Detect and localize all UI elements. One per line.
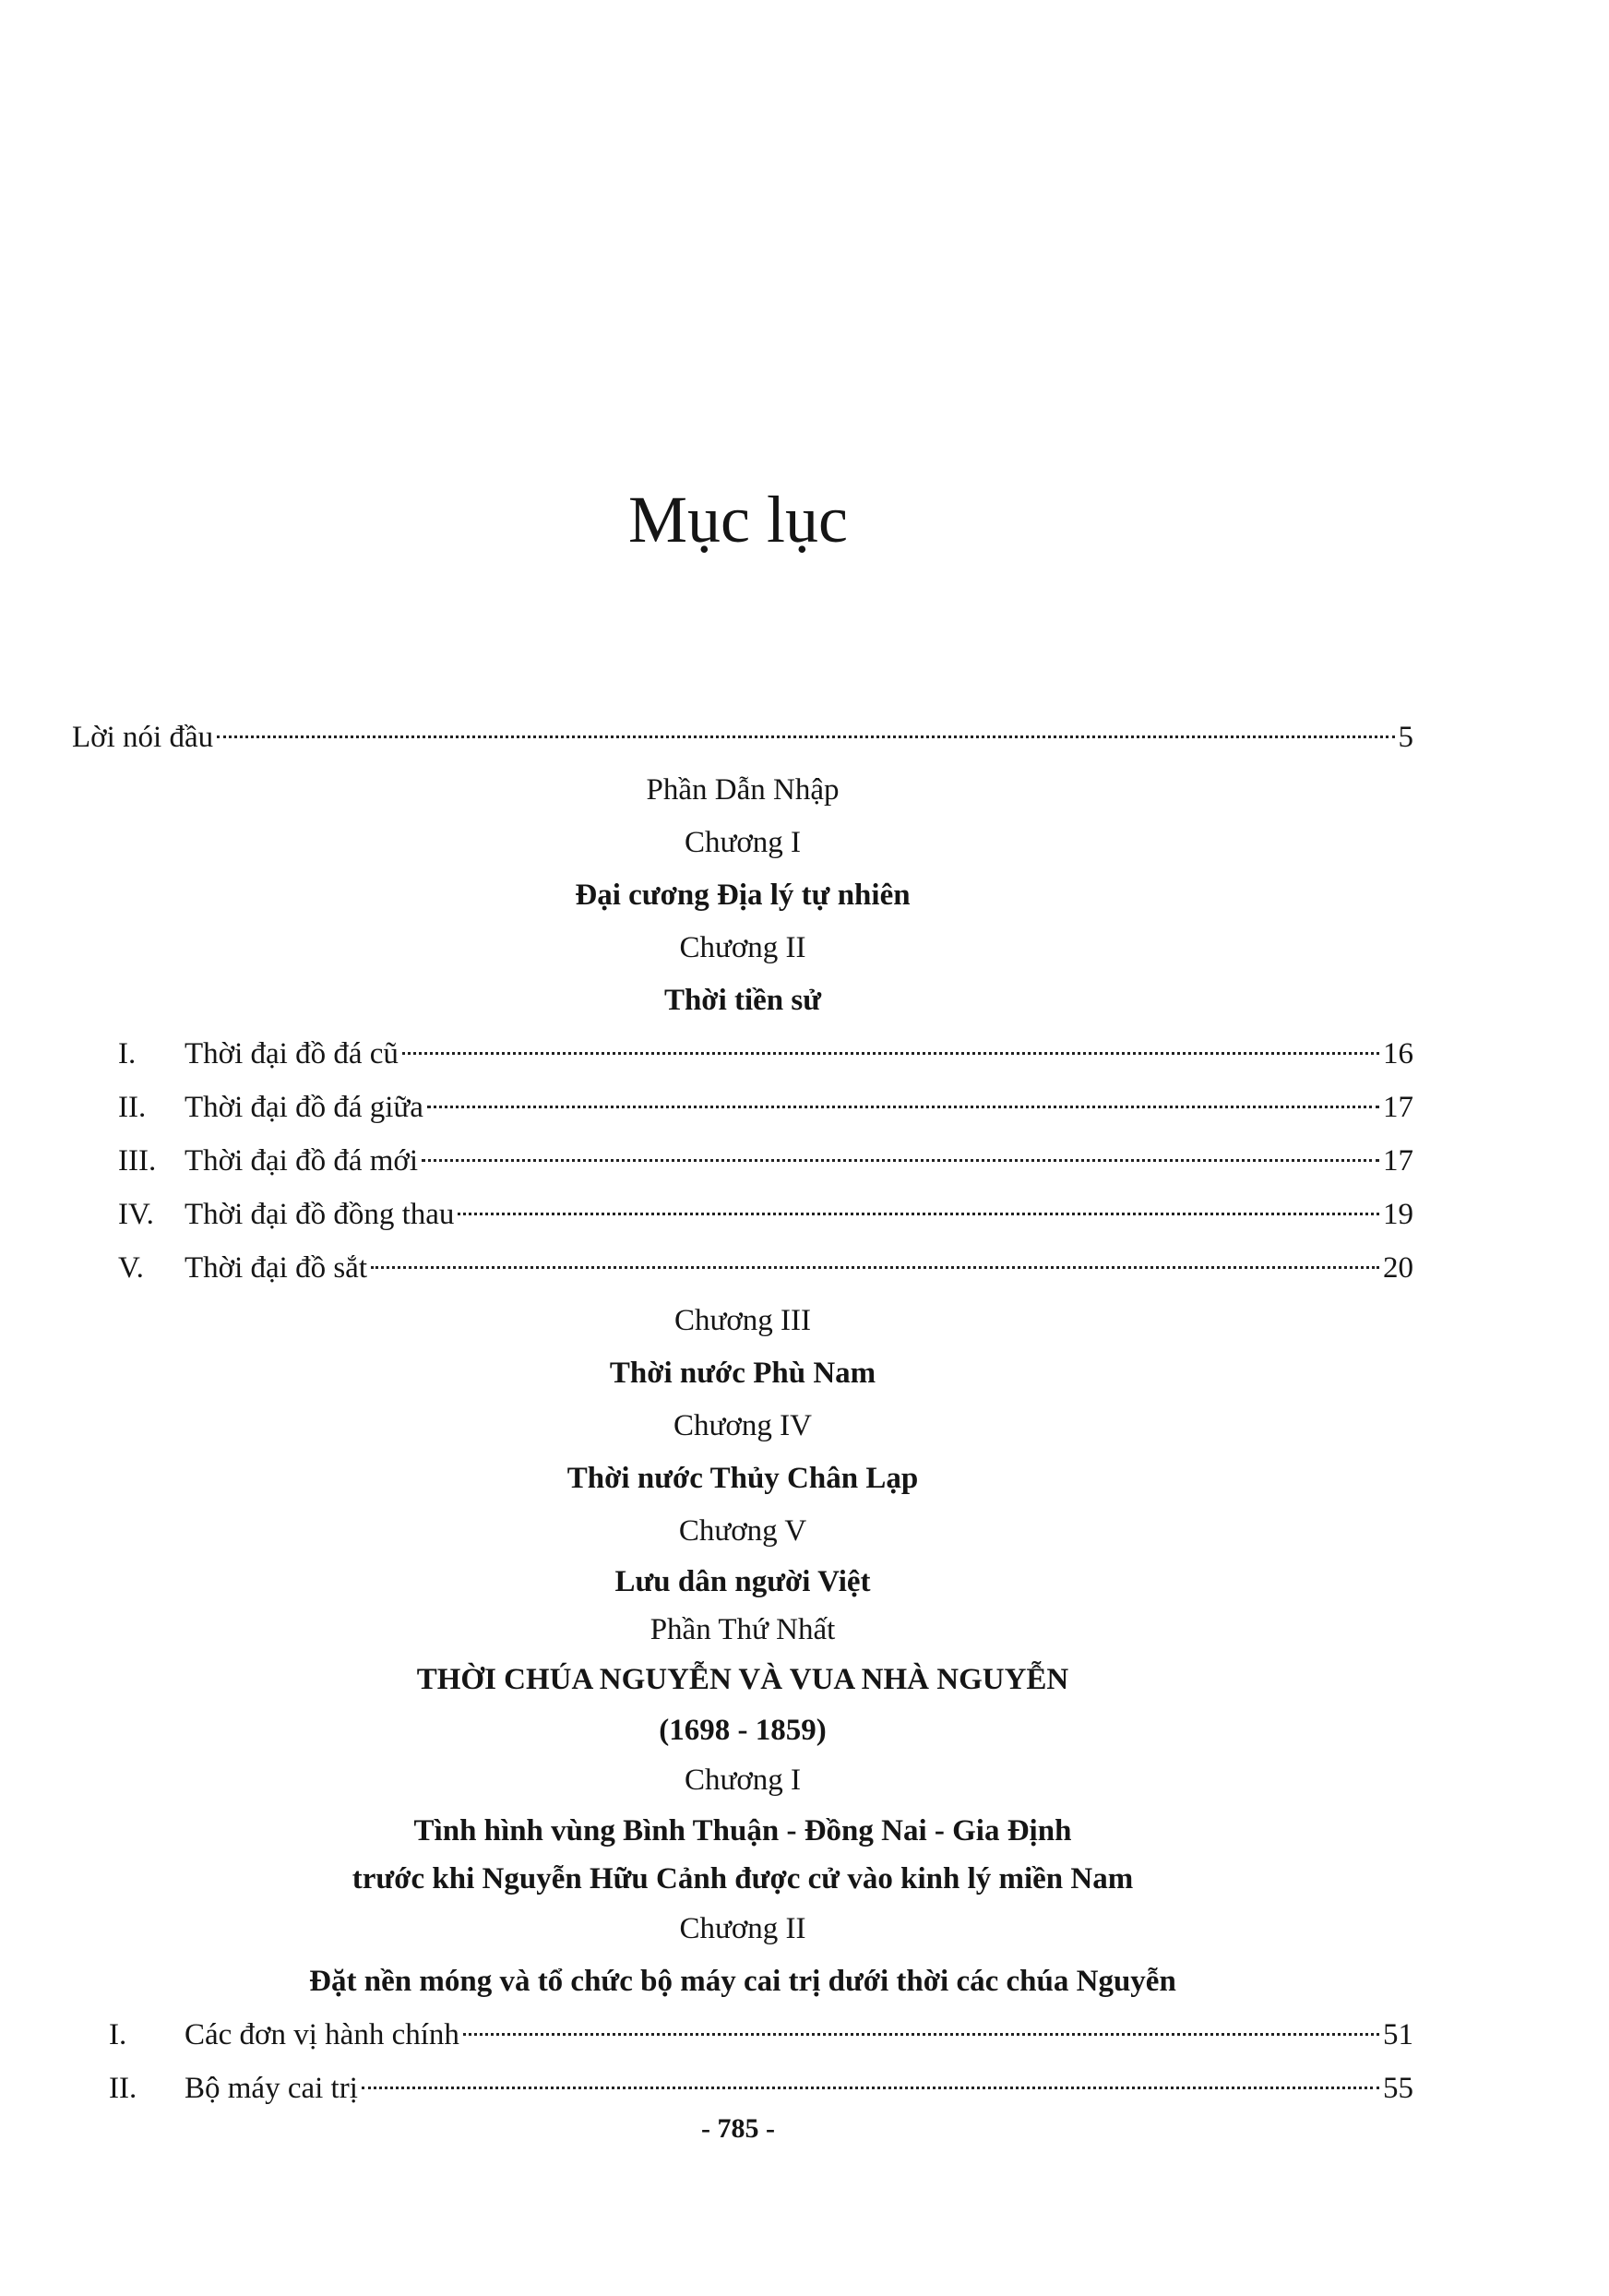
toc-entry-number: II. bbox=[118, 1091, 147, 1124]
toc-entry[interactable] bbox=[72, 1188, 1413, 1241]
toc-entry-page: 5 bbox=[1398, 721, 1413, 754]
chapter-title: Đặt nền móng và tổ chức bộ máy cai trị dưới thời các chúa Nguyễn bbox=[309, 1965, 1176, 1998]
chapter-title: Lưu dân người Việt bbox=[614, 1565, 871, 1598]
toc-entry-label: Lời nói đầu bbox=[72, 721, 214, 754]
chapter-label: Chương I bbox=[684, 826, 802, 859]
chapter-label: Chương V bbox=[678, 1514, 807, 1548]
dot-leader bbox=[362, 2087, 1379, 2089]
chapter-label: Chương II bbox=[679, 931, 806, 964]
dot-leader bbox=[427, 1106, 1379, 1108]
toc-entry-label: Thời đại đồ đá mới bbox=[185, 1144, 419, 1178]
chapter-label: Chương I bbox=[684, 1764, 802, 1797]
toc-entry[interactable] bbox=[72, 2062, 1413, 2115]
chapter-label: Chương III bbox=[673, 1304, 812, 1337]
toc-entry-number: IV. bbox=[118, 1198, 154, 1231]
page-number: - 785 - bbox=[701, 2113, 775, 2144]
chapter-title: Đại cương Địa lý tự nhiên bbox=[575, 879, 911, 912]
part-heading: Phần Dẫn Nhập bbox=[646, 773, 840, 807]
dot-leader bbox=[463, 2033, 1379, 2036]
toc-entry[interactable] bbox=[72, 1241, 1413, 1295]
toc-entry-label: Thời đại đồ đá giữa bbox=[185, 1091, 423, 1124]
chapter-label: Chương IV bbox=[673, 1409, 812, 1442]
toc-entry[interactable] bbox=[72, 2008, 1413, 2062]
toc-entry-page: 16 bbox=[1383, 1037, 1413, 1070]
toc-entry-page: 17 bbox=[1383, 1144, 1413, 1178]
dot-leader bbox=[371, 1266, 1379, 1269]
toc-entry-label: Các đơn vị hành chính bbox=[185, 2018, 459, 2051]
toc-entry-page: 17 bbox=[1383, 1091, 1413, 1124]
page-title: Mục lục bbox=[628, 483, 848, 556]
toc-entry-intro[interactable] bbox=[72, 711, 1413, 764]
chapter-title: Thời nước Phù Nam bbox=[609, 1357, 876, 1390]
part-heading: Phần Thứ Nhất bbox=[650, 1613, 836, 1646]
toc-entry[interactable] bbox=[72, 1081, 1413, 1134]
toc-entry-number: I. bbox=[118, 1037, 137, 1070]
toc-entry[interactable] bbox=[72, 1134, 1413, 1188]
dot-leader bbox=[458, 1213, 1379, 1215]
chapter-title: Thời tiền sử bbox=[663, 984, 822, 1017]
toc-entry-page: 55 bbox=[1383, 2072, 1413, 2105]
toc-entry-label: Bộ máy cai trị bbox=[185, 2072, 358, 2105]
toc-entry-number: I. bbox=[109, 2018, 127, 2051]
toc-entry-label: Thời đại đồ sắt bbox=[185, 1251, 367, 1285]
table-of-contents bbox=[72, 711, 1413, 2115]
part-years: (1698 - 1859) bbox=[659, 1714, 827, 1747]
toc-entry[interactable] bbox=[72, 1027, 1413, 1081]
chapter-title-line-2: trước khi Nguyễn Hữu Cảnh được cử vào kinh lý miền Nam bbox=[352, 1862, 1134, 1895]
chapter-title-line-1: Tình hình vùng Bình Thuận - Đồng Nai - Gia Định bbox=[413, 1814, 1072, 1848]
dot-leader bbox=[422, 1159, 1379, 1162]
toc-entry-page: 20 bbox=[1383, 1251, 1413, 1285]
toc-entry-number: III. bbox=[118, 1144, 157, 1178]
toc-entry-number: V. bbox=[118, 1251, 144, 1285]
dot-leader bbox=[402, 1052, 1379, 1055]
toc-entry-page: 51 bbox=[1383, 2018, 1413, 2051]
chapter-title: Thời nước Thủy Chân Lạp bbox=[566, 1462, 919, 1495]
part-title: THỜI CHÚA NGUYỄN VÀ VUA NHÀ NGUYỄN bbox=[416, 1663, 1069, 1696]
toc-entry-page: 19 bbox=[1383, 1198, 1413, 1231]
dot-leader bbox=[217, 735, 1394, 738]
toc-entry-number: II. bbox=[109, 2072, 137, 2105]
chapter-label: Chương II bbox=[679, 1912, 806, 1945]
toc-entry-label: Thời đại đồ đồng thau bbox=[185, 1198, 455, 1231]
toc-entry-label: Thời đại đồ đá cũ bbox=[185, 1037, 399, 1070]
